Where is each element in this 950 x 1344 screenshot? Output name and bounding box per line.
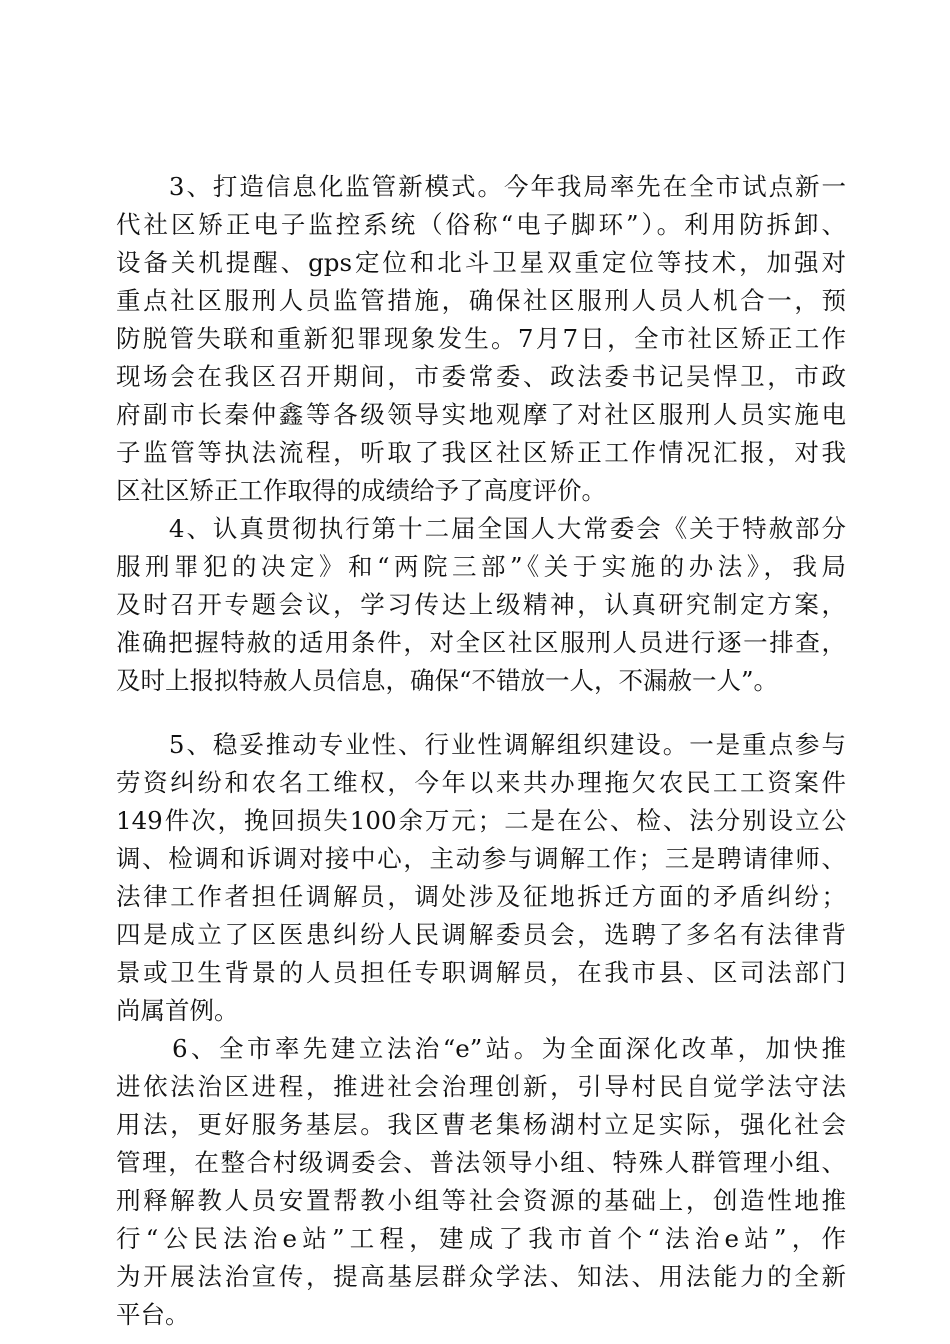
text-line: 区社区矫正工作取得的成绩给予了高度评价。 [116,476,606,505]
text-line: 劳资纠纷和农名工维权，今年以来共办理拖欠农民工工资案件 [116,768,846,797]
text-line: 4、认真贯彻执行第十二届全国人大常委会《关于特赦部分 [116,514,846,543]
text-line: 管理，在整合村级调委会、普法领导小组、特殊人群管理小组、 [116,1148,846,1177]
text-line: 调、检调和诉调对接中心，主动参与调解工作；三是聘请律师、 [116,844,846,873]
text-line: 6、全市率先建立法治“e”站。为全面深化改革，加快推 [116,1034,846,1063]
text-line: 子监管等执法流程，听取了我区社区矫正工作情况汇报，对我 [116,438,846,467]
text-line: 四是成立了区医患纠纷人民调解委员会，选聘了多名有法律背 [116,920,846,949]
text-line: 平台。 [116,1300,190,1329]
text-line: 3、打造信息化监管新模式。今年我局率先在全市试点新一 [116,172,846,201]
text-line: 服刑罪犯的决定》和“两院三部”《关于实施的办法》，我局 [116,552,846,581]
text-line: 行“公民法治e站”工程，建成了我市首个“法治e站”，作 [116,1224,846,1253]
text-line: 进依法治区进程，推进社会治理创新，引导村民自觉学法守法 [116,1072,846,1101]
text-line: 设备关机提醒、gps定位和北斗卫星双重定位等技术，加强对 [116,248,846,277]
text-line: 及时上报拟特赦人员信息，确保“不错放一人，不漏赦一人”。 [116,666,779,695]
text-line: 5、稳妥推动专业性、行业性调解组织建设。一是重点参与 [116,730,846,759]
text-line: 为开展法治宣传，提高基层群众学法、知法、用法能力的全新 [116,1262,846,1291]
text-line: 准确把握特赦的适用条件，对全区社区服刑人员进行逐一排查， [116,628,846,657]
text-line: 现场会在我区召开期间，市委常委、政法委书记吴悍卫，市政 [116,362,846,391]
text-line: 149件次，挽回损失100余万元；二是在公、检、法分别设立公 [116,806,846,835]
text-line: 防脱管失联和重新犯罪现象发生。7月7日，全市社区矫正工作 [116,324,846,353]
text-line: 景或卫生背景的人员担任专职调解员，在我市县、区司法部门 [116,958,846,987]
text-line: 及时召开专题会议，学习传达上级精神，认真研究制定方案， [116,590,846,619]
text-line: 法律工作者担任调解员，调处涉及征地拆迁方面的矛盾纠纷； [116,882,846,911]
text-line: 代社区矫正电子监控系统（俗称“电子脚环”）。利用防拆卸、 [116,210,846,239]
text-line: 用法，更好服务基层。我区曹老集杨湖村立足实际，强化社会 [116,1110,846,1139]
text-line: 重点社区服刑人员监管措施，确保社区服刑人员人机合一，预 [116,286,846,315]
text-line: 尚属首例。 [116,996,239,1025]
text-line: 刑释解教人员安置帮教小组等社会资源的基础上，创造性地推 [116,1186,846,1215]
text-line: 府副市长秦仲鑫等各级领导实地观摩了对社区服刑人员实施电 [116,400,846,429]
